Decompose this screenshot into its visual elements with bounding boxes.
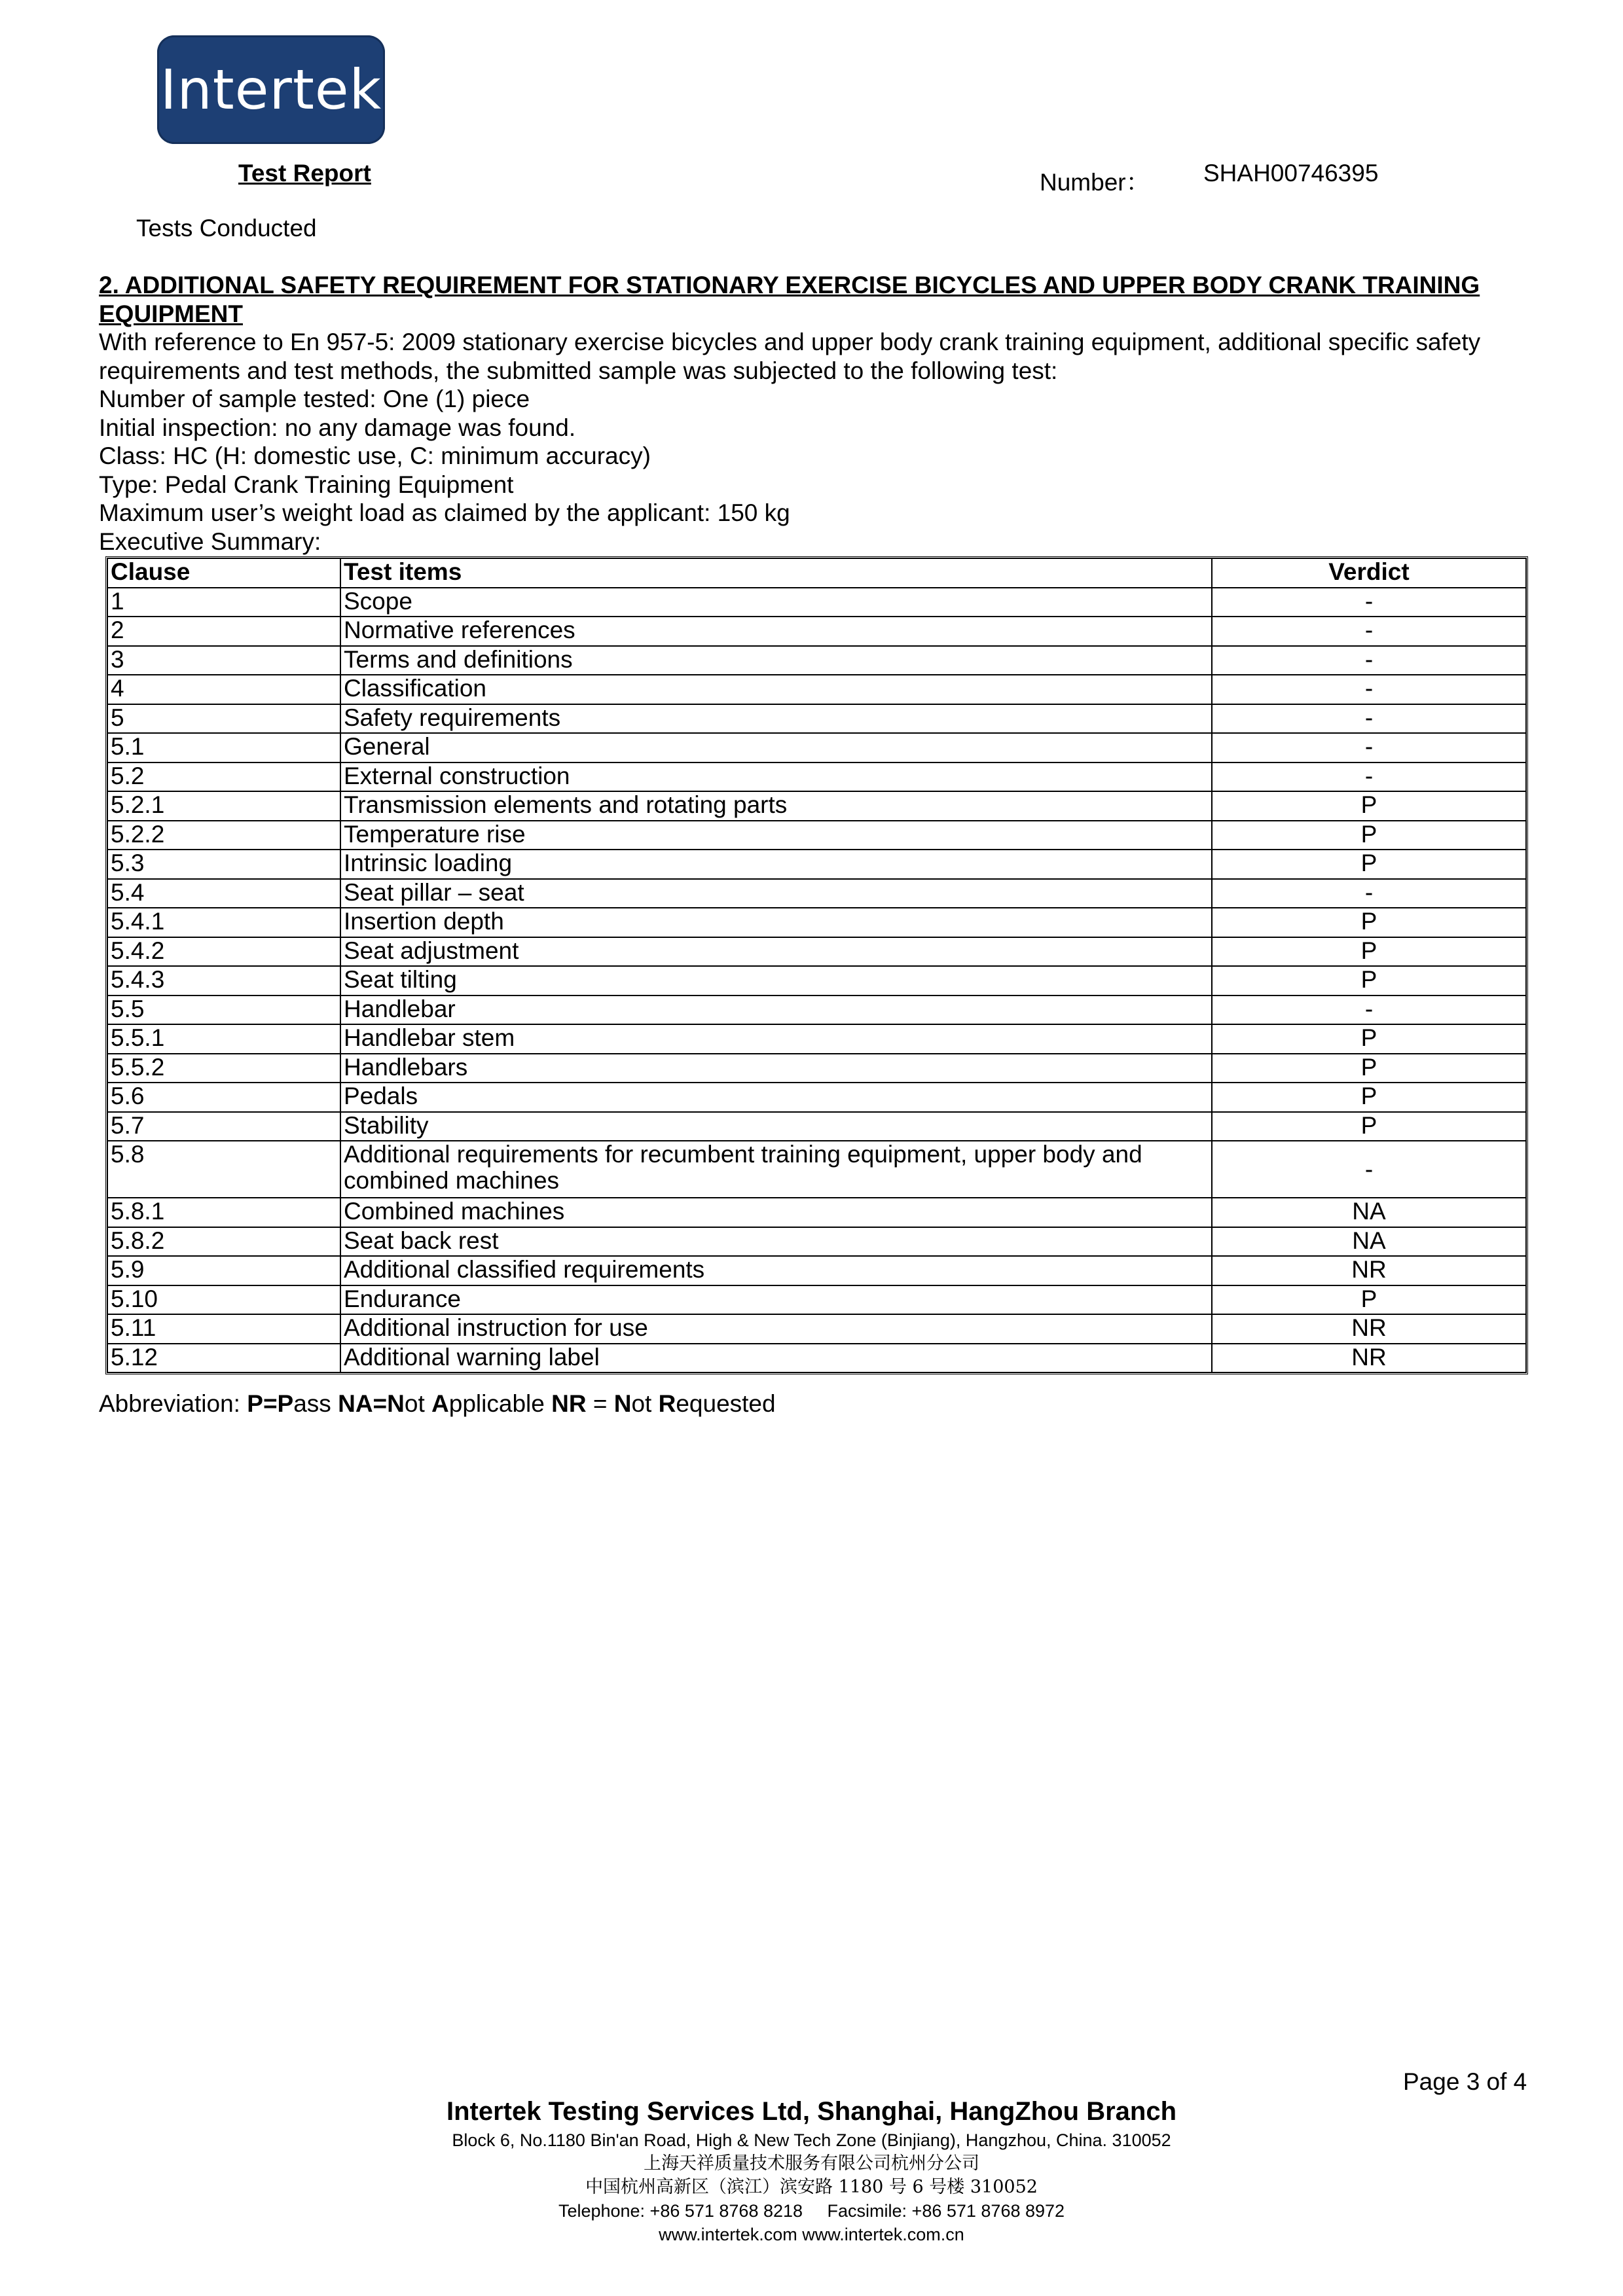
item-cell: General: [340, 733, 1212, 762]
clause-cell: 5.2.2: [107, 821, 340, 850]
verdict-cell: -: [1212, 617, 1526, 646]
table-row: [107, 966, 1526, 996]
clause-cell: 1: [107, 588, 340, 617]
intertek-logo: [157, 35, 385, 144]
abbrev-na-ot: ot: [404, 1390, 432, 1417]
section-heading-line1: 2. ADDITIONAL SAFETY REQUIREMENT FOR STATIONARY EXERCISE BICYCLES AND UPPER BODY CRANK TRAINING: [99, 272, 1480, 298]
abbrev-na-n: N: [387, 1390, 405, 1417]
section-content: [99, 271, 1539, 556]
item-cell: Pedals: [340, 1083, 1212, 1112]
item-cell: Additional instruction for use: [340, 1314, 1212, 1344]
item-cell: Handlebars: [340, 1054, 1212, 1083]
clause-cell: 5.6: [107, 1083, 340, 1112]
verdict-cell: -: [1212, 675, 1526, 704]
header-clause: Clause: [107, 558, 340, 588]
page-footer: [0, 2094, 1623, 2246]
report-number-label: Number：: [1040, 169, 1150, 196]
verdict-cell: -: [1212, 879, 1526, 908]
abbrev-p-eq: =: [263, 1390, 278, 1417]
clause-cell: 5.7: [107, 1112, 340, 1141]
clause-cell: 5.5: [107, 996, 340, 1025]
clause-cell: 5.10: [107, 1285, 340, 1315]
verdict-cell: -: [1212, 1141, 1526, 1198]
item-cell: Handlebar: [340, 996, 1212, 1025]
header-test-items: Test items: [340, 558, 1212, 588]
table-row: [107, 675, 1526, 704]
abbrev-nr-n: N: [613, 1390, 632, 1417]
abbrev-nr-eq: =: [586, 1390, 614, 1417]
verdict-cell: P: [1212, 1024, 1526, 1054]
abbrev-p-code: P: [247, 1390, 263, 1417]
item-cell: Seat adjustment: [340, 937, 1212, 967]
page-number: Page 3 of 4: [1403, 2068, 1527, 2095]
table-row: [107, 762, 1526, 792]
header-verdict: Verdict: [1212, 558, 1526, 588]
clause-cell: 5.3: [107, 850, 340, 879]
verdict-cell: -: [1212, 646, 1526, 675]
abbrev-p-rest: ass: [293, 1390, 338, 1417]
item-cell: [340, 1141, 1212, 1198]
verdict-cell: NR: [1212, 1256, 1526, 1285]
item-cell: External construction: [340, 762, 1212, 792]
verdict-cell: -: [1212, 704, 1526, 734]
item-cell: Scope: [340, 588, 1212, 617]
abbreviation-note: [99, 1390, 776, 1418]
table-row: [107, 791, 1526, 821]
intro-line-1: With reference to En 957-5: 2009 stationary exercise bicycles and upper body crank training equipment, additional specific safety: [99, 329, 1481, 355]
equipment-type: Type: Pedal Crank Training Equipment: [99, 471, 514, 498]
table-row: [107, 850, 1526, 879]
max-load: Maximum user’s weight load as claimed by the applicant: 150 kg: [99, 499, 790, 526]
abbrev-na-rest: pplicable: [448, 1390, 552, 1417]
abbrev-na-eq: =: [373, 1390, 388, 1417]
table-row: [107, 646, 1526, 675]
clause-cell: 5.8: [107, 1141, 340, 1198]
table-row: [107, 937, 1526, 967]
section-label: Tests Conducted: [136, 215, 317, 242]
clause-cell: 5.2.1: [107, 791, 340, 821]
footer-address-cn: 中国杭州高新区（滨江）滨安路 1180 号 6 号楼 310052: [585, 2177, 1038, 2197]
footer-company: Intertek Testing Services Ltd, Shanghai, HangZhou Branch: [447, 2097, 1176, 2126]
verdict-cell: NR: [1212, 1314, 1526, 1344]
table-row: [107, 617, 1526, 646]
abbrev-na-code: NA: [338, 1390, 373, 1417]
verdict-cell: -: [1212, 762, 1526, 792]
footer-contact: Telephone: +86 571 8768 8218 Facsimile: +86 571 8768 8972: [558, 2201, 1065, 2221]
clause-cell: 5.2: [107, 762, 340, 792]
table-row: [107, 588, 1526, 617]
abbrev-p-initial: P: [277, 1390, 294, 1417]
clause-cell: 5.4.2: [107, 937, 340, 967]
table-row: [107, 1344, 1526, 1373]
verdict-cell: P: [1212, 1112, 1526, 1141]
clause-cell: 5.12: [107, 1344, 340, 1373]
clause-cell: 5.11: [107, 1314, 340, 1344]
item-cell: Transmission elements and rotating parts: [340, 791, 1212, 821]
verdict-cell: P: [1212, 821, 1526, 850]
item-cell: Handlebar stem: [340, 1024, 1212, 1054]
clause-cell: 5.5.2: [107, 1054, 340, 1083]
item-cell: Seat pillar – seat: [340, 879, 1212, 908]
verdict-cell: P: [1212, 1285, 1526, 1315]
clause-cell: 4: [107, 675, 340, 704]
abbrev-prefix: Abbreviation:: [99, 1390, 247, 1417]
clause-cell: 5.9: [107, 1256, 340, 1285]
table-row: [107, 1285, 1526, 1315]
abbrev-nr-r: R: [658, 1390, 676, 1417]
report-title: Test Report: [238, 160, 371, 187]
verdict-cell: P: [1212, 966, 1526, 996]
clause-cell: 5.4: [107, 879, 340, 908]
table-row: [107, 1141, 1526, 1198]
report-number-value: SHAH00746395: [1203, 160, 1379, 187]
item-cell-line2: combined machines: [344, 1167, 560, 1194]
item-cell: Insertion depth: [340, 908, 1212, 937]
table-row: [107, 821, 1526, 850]
verdict-cell: -: [1212, 996, 1526, 1025]
table-row: [107, 1112, 1526, 1141]
item-cell: Seat back rest: [340, 1227, 1212, 1257]
equipment-class: Class: HC (H: domestic use, C: minimum accuracy): [99, 442, 651, 469]
sample-count: Number of sample tested: One (1) piece: [99, 386, 530, 412]
footer-address-en: Block 6, No.1180 Bin'an Road, High & New Tech Zone (Binjiang), Hangzhou, China. 310052: [452, 2130, 1171, 2150]
clause-cell: 5.4.1: [107, 908, 340, 937]
table-row: [107, 1198, 1526, 1227]
verdict-cell: -: [1212, 588, 1526, 617]
logo-text: Intertek: [160, 58, 382, 122]
abbrev-nr-rest: equested: [676, 1390, 776, 1417]
item-cell: Safety requirements: [340, 704, 1212, 734]
table-row: [107, 996, 1526, 1025]
item-cell: Intrinsic loading: [340, 850, 1212, 879]
verdict-cell: P: [1212, 1054, 1526, 1083]
footer-company-cn: 上海天祥质量技术服务有限公司杭州分公司: [644, 2153, 979, 2174]
initial-inspection: Initial inspection: no any damage was found.: [99, 414, 576, 441]
item-cell: Classification: [340, 675, 1212, 704]
clause-cell: 5.8.1: [107, 1198, 340, 1227]
clause-cell: 5.1: [107, 733, 340, 762]
item-cell: Terms and definitions: [340, 646, 1212, 675]
verdict-cell: -: [1212, 733, 1526, 762]
clause-cell: 5.4.3: [107, 966, 340, 996]
item-cell: Seat tilting: [340, 966, 1212, 996]
table-row: [107, 1256, 1526, 1285]
item-cell: Combined machines: [340, 1198, 1212, 1227]
verdict-cell: NR: [1212, 1344, 1526, 1373]
abbrev-nr-code: NR: [551, 1390, 587, 1417]
abbrev-nr-ot: ot: [631, 1390, 659, 1417]
item-cell: Stability: [340, 1112, 1212, 1141]
clause-cell: 3: [107, 646, 340, 675]
item-cell: Normative references: [340, 617, 1212, 646]
table-row: [107, 908, 1526, 937]
table-row: [107, 1314, 1526, 1344]
clause-cell: 2: [107, 617, 340, 646]
item-cell: Temperature rise: [340, 821, 1212, 850]
intro-line-2: requirements and test methods, the submitted sample was subjected to the following test:: [99, 357, 1058, 384]
section-intro: [99, 328, 1539, 556]
clause-cell: 5.8.2: [107, 1227, 340, 1257]
table-row: [107, 1024, 1526, 1054]
verdict-cell: P: [1212, 908, 1526, 937]
table-row: [107, 1227, 1526, 1257]
abbrev-na-a: A: [431, 1390, 449, 1417]
verdict-cell: NA: [1212, 1198, 1526, 1227]
verdict-cell: P: [1212, 850, 1526, 879]
table-row: [107, 704, 1526, 734]
section-heading-line2: EQUIPMENT: [99, 300, 243, 327]
item-cell: Endurance: [340, 1285, 1212, 1315]
executive-summary-table: [105, 556, 1528, 1374]
summary-label: Executive Summary:: [99, 528, 321, 555]
footer-web: www.intertek.com www.intertek.com.cn: [659, 2225, 964, 2244]
table-row: [107, 1083, 1526, 1112]
table-row: [107, 879, 1526, 908]
verdict-cell: P: [1212, 791, 1526, 821]
verdict-cell: P: [1212, 937, 1526, 967]
verdict-cell: NA: [1212, 1227, 1526, 1257]
table-header-row: [107, 558, 1526, 588]
table-row: [107, 733, 1526, 762]
table-row: [107, 1054, 1526, 1083]
item-cell: Additional classified requirements: [340, 1256, 1212, 1285]
section-heading: [99, 271, 1539, 328]
clause-cell: 5: [107, 704, 340, 734]
clause-cell: 5.5.1: [107, 1024, 340, 1054]
item-cell-line1: Additional requirements for recumbent training equipment, upper body and: [344, 1141, 1142, 1168]
item-cell: Additional warning label: [340, 1344, 1212, 1373]
verdict-cell: P: [1212, 1083, 1526, 1112]
